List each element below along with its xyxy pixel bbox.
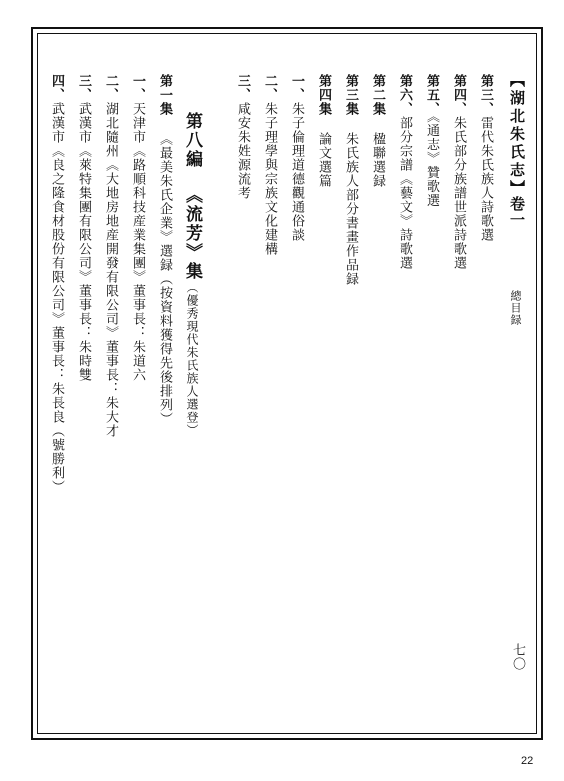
part-heading-note: （優秀現代朱氏族人選登） — [185, 281, 199, 437]
line-text: 朱氏族人部分書畫作品録 — [343, 132, 358, 286]
line-text: 雷代朱氏族人詩歌選 — [478, 116, 493, 242]
line-text: 論文選篇 — [316, 132, 331, 188]
part-heading — [183, 186, 200, 437]
line-prefix: 四、 — [49, 74, 64, 102]
line-prefix: 第五、 — [424, 74, 439, 116]
toc-line — [236, 74, 249, 200]
line-prefix: 第二集 — [370, 74, 385, 116]
toc-line — [479, 74, 492, 242]
line-text: 朱子理學與宗族文化建構 — [262, 102, 277, 256]
line-prefix: 第三集 — [343, 74, 358, 116]
line-prefix: 第六、 — [397, 74, 412, 116]
line-prefix: 第四集 — [316, 74, 331, 116]
line-text: 朱氏部分族譜世派詩歌選 — [451, 116, 466, 270]
toc-line — [425, 74, 438, 208]
toc-line — [317, 74, 330, 188]
toc-line — [104, 74, 117, 438]
toc-line — [344, 74, 357, 286]
toc-line — [158, 74, 171, 426]
line-text: 楹聯選録 — [370, 132, 385, 188]
line-text: 湖北隨州《大地房地産開發有限公司》董事長：朱大才 — [103, 102, 118, 438]
line-text: 武漢市《萊特集團有限公司》董事長：朱時雙 — [76, 102, 91, 382]
line-text: 朱子倫理道德觀通俗談 — [289, 102, 304, 242]
volume-label: 卷一 — [508, 196, 526, 228]
section-label: 總目録 — [509, 290, 522, 326]
toc-line — [371, 74, 384, 188]
toc-line — [131, 74, 144, 382]
line-prefix: 第四、 — [451, 74, 466, 116]
part-title: 第八編 — [182, 112, 202, 169]
line-prefix: 三、 — [235, 74, 250, 102]
line-text: 部分宗譜《藝文》詩歌選 — [397, 116, 412, 270]
toc-line — [290, 74, 303, 242]
line-text: 《最美朱氏企業》選録（按資料獲得先後排列） — [157, 132, 172, 426]
line-prefix: 一、 — [130, 74, 145, 102]
part-heading-title: 《流芳》集 — [182, 186, 202, 281]
toc-line — [263, 74, 276, 256]
line-prefix: 三、 — [76, 74, 91, 102]
line-prefix: 第一集 — [157, 74, 172, 116]
toc-line — [77, 74, 90, 382]
line-prefix: 一、 — [289, 74, 304, 102]
line-text: 武漢市《良之隆食材股份有限公司》董事長：朱長良（號勝利） — [49, 102, 64, 494]
line-prefix: 二、 — [103, 74, 118, 102]
book-title: 【湖北朱氏志】 — [508, 72, 526, 198]
toc-line — [398, 74, 411, 270]
toc-line — [452, 74, 465, 270]
line-text: 咸安朱姓源流考 — [235, 102, 250, 200]
line-text: 天津市《路順科技産業集團》董事長：朱道六 — [130, 102, 145, 382]
toc-line — [50, 74, 63, 494]
line-text: 《通志》贊歌選 — [424, 116, 439, 208]
line-prefix: 第三、 — [478, 74, 493, 116]
line-prefix: 二、 — [262, 74, 277, 102]
page-number: 22 — [521, 755, 534, 767]
folio-number: 七〇 — [510, 643, 525, 671]
